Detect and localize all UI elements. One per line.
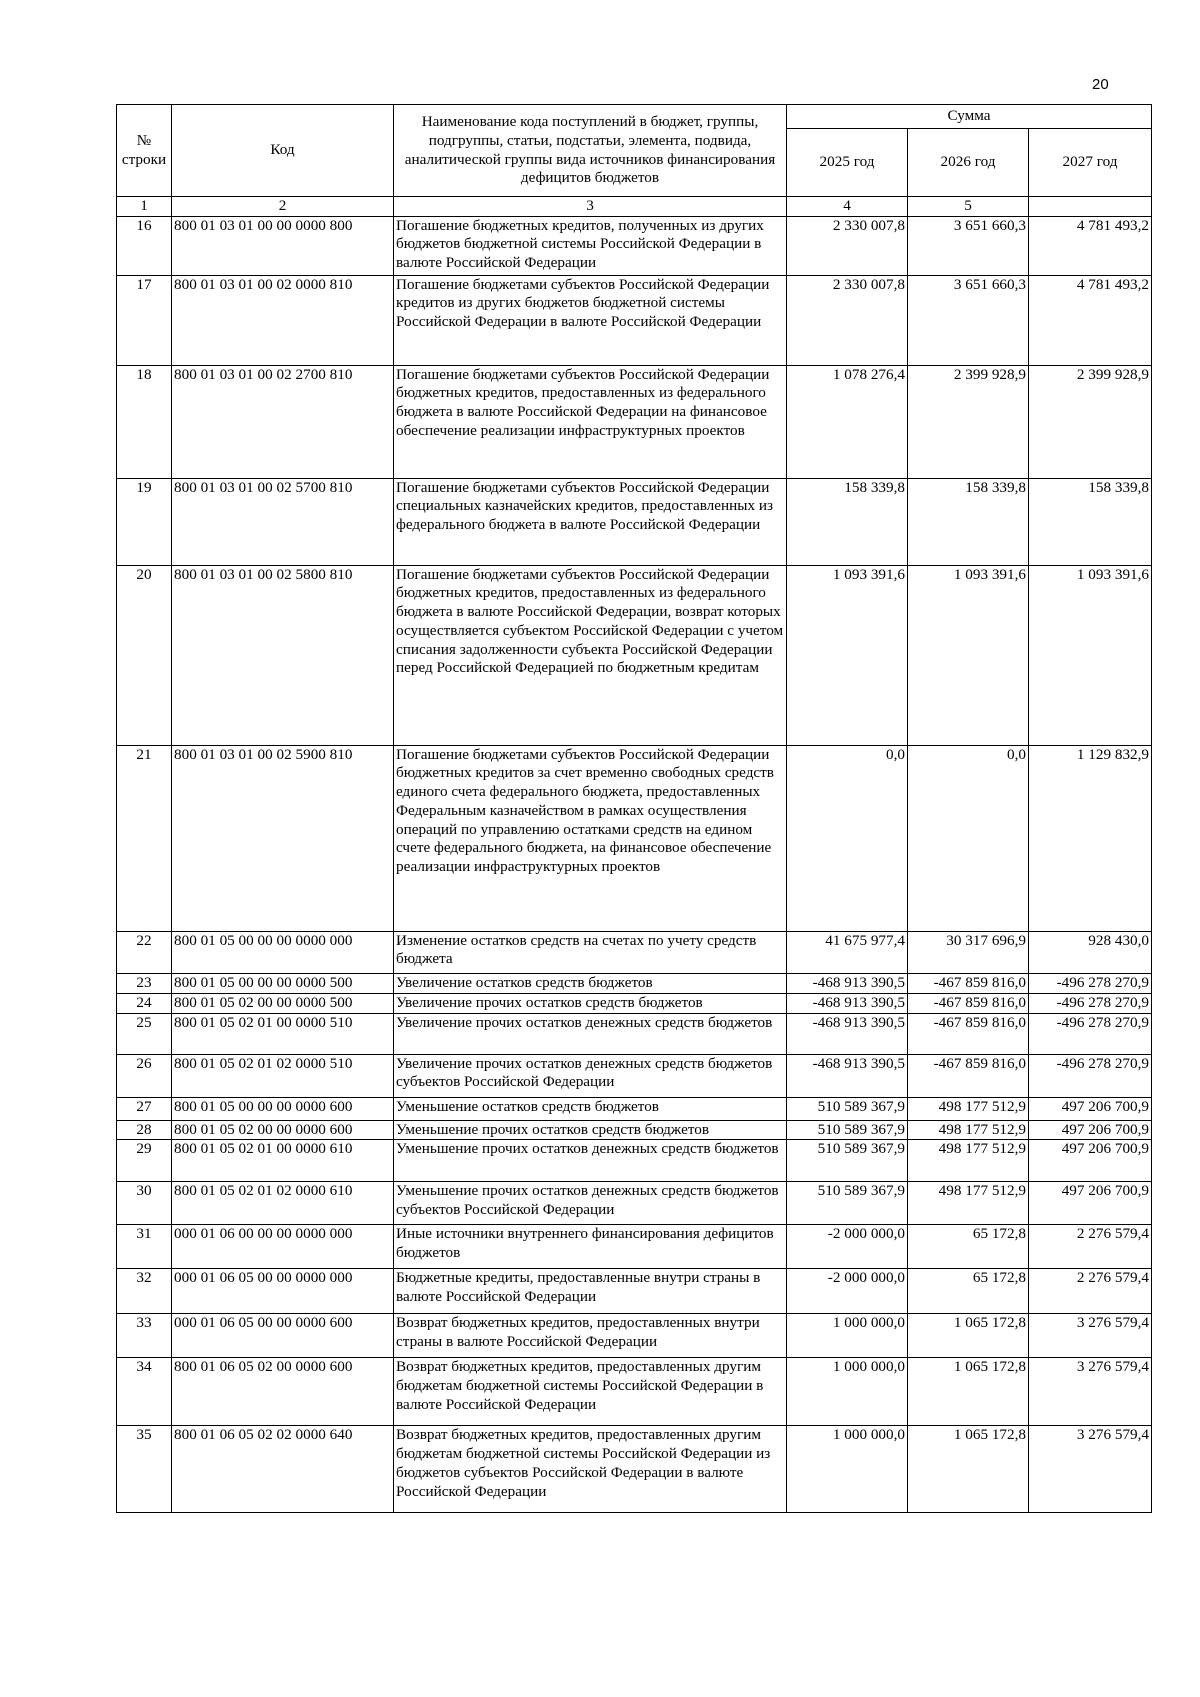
table-row bbox=[117, 565, 1152, 745]
row-code: 800 01 05 00 00 00 0000 600 bbox=[172, 1097, 394, 1120]
row-name: Уменьшение прочих остатков средств бюджетов bbox=[394, 1120, 787, 1140]
row-name: Увеличение прочих остатков денежных средств бюджетов субъектов Российской Федерации bbox=[394, 1054, 787, 1097]
row-code: 000 01 06 00 00 00 0000 000 bbox=[172, 1225, 394, 1269]
row-name: Изменение остатков средств на счетах по учету средств бюджета bbox=[394, 931, 787, 973]
row-name: Бюджетные кредиты, предоставленные внутри страны в валюте Российской Федерации bbox=[394, 1269, 787, 1314]
row-value-2026: 498 177 512,9 bbox=[908, 1140, 1029, 1182]
row-value-2027: 2 276 579,4 bbox=[1029, 1225, 1152, 1269]
row-number: 18 bbox=[117, 365, 172, 478]
row-number: 29 bbox=[117, 1140, 172, 1182]
row-number: 34 bbox=[117, 1358, 172, 1426]
row-number: 21 bbox=[117, 745, 172, 931]
column-number: 4 bbox=[787, 197, 908, 217]
row-value-2026: 158 339,8 bbox=[908, 478, 1029, 565]
row-value-2025: 510 589 367,9 bbox=[787, 1140, 908, 1182]
row-value-2026: 65 172,8 bbox=[908, 1269, 1029, 1314]
row-value-2026: 2 399 928,9 bbox=[908, 365, 1029, 478]
row-code: 800 01 03 01 00 02 2700 810 bbox=[172, 365, 394, 478]
table-row bbox=[117, 1097, 1152, 1120]
column-number: 5 bbox=[908, 197, 1029, 217]
header-code: Код bbox=[172, 105, 394, 197]
row-number: 26 bbox=[117, 1054, 172, 1097]
column-number bbox=[1029, 197, 1152, 217]
table-row bbox=[117, 1013, 1152, 1054]
header-year-2027: 2027 год bbox=[1029, 129, 1152, 197]
table-row bbox=[117, 1054, 1152, 1097]
row-value-2027: 1 093 391,6 bbox=[1029, 565, 1152, 745]
row-number: 31 bbox=[117, 1225, 172, 1269]
row-value-2026: 65 172,8 bbox=[908, 1225, 1029, 1269]
row-number: 35 bbox=[117, 1426, 172, 1513]
row-code: 800 01 05 00 00 00 0000 500 bbox=[172, 973, 394, 993]
row-name: Возврат бюджетных кредитов, предоставленных другим бюджетам бюджетной системы Российской Федерации в валюте Российской Федерации bbox=[394, 1358, 787, 1426]
row-name: Увеличение прочих остатков денежных средств бюджетов bbox=[394, 1013, 787, 1054]
row-code: 800 01 05 02 01 02 0000 610 bbox=[172, 1182, 394, 1225]
row-value-2026: -467 859 816,0 bbox=[908, 1013, 1029, 1054]
table-row bbox=[117, 1269, 1152, 1314]
row-name: Погашение бюджетами субъектов Российской Федерации бюджетных кредитов, предоставленных из федерального бюджета в валюте Российской Федерации на финансовое обеспечение реализации инфраструктурных проектов bbox=[394, 365, 787, 478]
row-value-2027: 2 276 579,4 bbox=[1029, 1269, 1152, 1314]
row-number: 17 bbox=[117, 275, 172, 365]
header-sum: Сумма bbox=[787, 105, 1152, 129]
row-name: Уменьшение прочих остатков денежных средств бюджетов субъектов Российской Федерации bbox=[394, 1182, 787, 1225]
row-number: 28 bbox=[117, 1120, 172, 1140]
table-row bbox=[117, 973, 1152, 993]
row-code: 800 01 05 02 00 00 0000 600 bbox=[172, 1120, 394, 1140]
row-code: 000 01 06 05 00 00 0000 000 bbox=[172, 1269, 394, 1314]
row-code: 000 01 06 05 00 00 0000 600 bbox=[172, 1314, 394, 1358]
table-row bbox=[117, 1314, 1152, 1358]
column-number: 3 bbox=[394, 197, 787, 217]
row-value-2025: 1 000 000,0 bbox=[787, 1426, 908, 1513]
column-number: 2 bbox=[172, 197, 394, 217]
column-number: 1 bbox=[117, 197, 172, 217]
table-row bbox=[117, 1182, 1152, 1225]
table-row bbox=[117, 478, 1152, 565]
header-name: Наименование кода поступлений в бюджет, группы, подгруппы, статьи, подстатьи, элемента, подвида, аналитической группы вида источников финансирования дефицитов бюджетов bbox=[394, 105, 787, 197]
row-value-2025: 510 589 367,9 bbox=[787, 1097, 908, 1120]
row-value-2026: 498 177 512,9 bbox=[908, 1120, 1029, 1140]
row-name: Погашение бюджетами субъектов Российской Федерации специальных казначейских кредитов, предоставленных из федерального бюджета в валюте Российской Федерации bbox=[394, 478, 787, 565]
row-value-2026: 1 065 172,8 bbox=[908, 1314, 1029, 1358]
row-name: Погашение бюджетами субъектов Российской Федерации бюджетных кредитов, предоставленных из федерального бюджета в валюте Российской Федерации, возврат которых осуществляется субъектом Российской Федерации с учетом списания задолженности субъекта Российской Федерации перед Российской Федерацией по бюджетным кредитам bbox=[394, 565, 787, 745]
row-number: 19 bbox=[117, 478, 172, 565]
row-value-2027: 4 781 493,2 bbox=[1029, 275, 1152, 365]
row-name: Погашение бюджетами субъектов Российской Федерации бюджетных кредитов за счет временно свободных средств единого счета федерального бюджета, предоставленных Федеральным казначейством в рамках осуществления операций по управлению остатками средств на едином счете федерального бюджета, на финансовое обеспечение реализации инфраструктурных проектов bbox=[394, 745, 787, 931]
row-value-2026: 0,0 bbox=[908, 745, 1029, 931]
row-value-2026: 1 065 172,8 bbox=[908, 1358, 1029, 1426]
row-name: Увеличение прочих остатков средств бюджетов bbox=[394, 993, 787, 1013]
row-value-2026: 3 651 660,3 bbox=[908, 216, 1029, 275]
row-value-2025: 2 330 007,8 bbox=[787, 275, 908, 365]
row-number: 25 bbox=[117, 1013, 172, 1054]
row-number: 32 bbox=[117, 1269, 172, 1314]
table-row bbox=[117, 1225, 1152, 1269]
row-value-2027: 497 206 700,9 bbox=[1029, 1182, 1152, 1225]
table-row bbox=[117, 216, 1152, 275]
row-code: 800 01 03 01 00 02 5800 810 bbox=[172, 565, 394, 745]
row-value-2027: 4 781 493,2 bbox=[1029, 216, 1152, 275]
row-value-2027: 2 399 928,9 bbox=[1029, 365, 1152, 478]
row-value-2027: -496 278 270,9 bbox=[1029, 993, 1152, 1013]
row-value-2026: -467 859 816,0 bbox=[908, 993, 1029, 1013]
row-value-2025: 41 675 977,4 bbox=[787, 931, 908, 973]
row-code: 800 01 05 02 01 00 0000 510 bbox=[172, 1013, 394, 1054]
row-code: 800 01 03 01 00 02 5700 810 bbox=[172, 478, 394, 565]
row-value-2026: -467 859 816,0 bbox=[908, 973, 1029, 993]
row-name: Возврат бюджетных кредитов, предоставленных внутри страны в валюте Российской Федерации bbox=[394, 1314, 787, 1358]
row-value-2027: 3 276 579,4 bbox=[1029, 1358, 1152, 1426]
row-number: 16 bbox=[117, 216, 172, 275]
row-value-2025: -468 913 390,5 bbox=[787, 1054, 908, 1097]
row-value-2025: 2 330 007,8 bbox=[787, 216, 908, 275]
row-code: 800 01 06 05 02 00 0000 600 bbox=[172, 1358, 394, 1426]
row-value-2025: -468 913 390,5 bbox=[787, 973, 908, 993]
row-value-2026: 30 317 696,9 bbox=[908, 931, 1029, 973]
row-value-2025: 510 589 367,9 bbox=[787, 1182, 908, 1225]
budget-sources-table bbox=[116, 104, 1152, 1513]
table-row bbox=[117, 1120, 1152, 1140]
row-value-2025: 510 589 367,9 bbox=[787, 1120, 908, 1140]
row-code: 800 01 03 01 00 02 0000 810 bbox=[172, 275, 394, 365]
table-row bbox=[117, 1140, 1152, 1182]
row-name: Погашение бюджетами субъектов Российской Федерации кредитов из других бюджетов бюджетной системы Российской Федерации в валюте Российской Федерации bbox=[394, 275, 787, 365]
header-year-2025: 2025 год bbox=[787, 129, 908, 197]
row-value-2027: 3 276 579,4 bbox=[1029, 1314, 1152, 1358]
row-value-2027: -496 278 270,9 bbox=[1029, 1013, 1152, 1054]
table-row bbox=[117, 993, 1152, 1013]
row-value-2025: 158 339,8 bbox=[787, 478, 908, 565]
row-value-2026: -467 859 816,0 bbox=[908, 1054, 1029, 1097]
table-row bbox=[117, 275, 1152, 365]
row-value-2026: 498 177 512,9 bbox=[908, 1182, 1029, 1225]
row-name: Уменьшение остатков средств бюджетов bbox=[394, 1097, 787, 1120]
row-value-2025: 1 000 000,0 bbox=[787, 1358, 908, 1426]
row-code: 800 01 03 01 00 02 5900 810 bbox=[172, 745, 394, 931]
row-value-2027: 497 206 700,9 bbox=[1029, 1097, 1152, 1120]
row-number: 20 bbox=[117, 565, 172, 745]
row-value-2027: -496 278 270,9 bbox=[1029, 973, 1152, 993]
row-number: 33 bbox=[117, 1314, 172, 1358]
row-value-2025: -468 913 390,5 bbox=[787, 993, 908, 1013]
row-value-2025: 1 078 276,4 bbox=[787, 365, 908, 478]
row-value-2027: 497 206 700,9 bbox=[1029, 1120, 1152, 1140]
table-row bbox=[117, 1426, 1152, 1513]
row-code: 800 01 05 02 01 02 0000 510 bbox=[172, 1054, 394, 1097]
row-code: 800 01 05 02 00 00 0000 500 bbox=[172, 993, 394, 1013]
table-row bbox=[117, 931, 1152, 973]
table-row bbox=[117, 1358, 1152, 1426]
row-value-2025: -2 000 000,0 bbox=[787, 1225, 908, 1269]
row-value-2025: -468 913 390,5 bbox=[787, 1013, 908, 1054]
row-value-2027: 3 276 579,4 bbox=[1029, 1426, 1152, 1513]
table-row bbox=[117, 745, 1152, 931]
row-code: 800 01 05 02 01 00 0000 610 bbox=[172, 1140, 394, 1182]
row-value-2027: 497 206 700,9 bbox=[1029, 1140, 1152, 1182]
row-number: 27 bbox=[117, 1097, 172, 1120]
row-name: Иные источники внутреннего финансирования дефицитов бюджетов bbox=[394, 1225, 787, 1269]
row-value-2027: 158 339,8 bbox=[1029, 478, 1152, 565]
row-value-2026: 1 093 391,6 bbox=[908, 565, 1029, 745]
row-value-2027: -496 278 270,9 bbox=[1029, 1054, 1152, 1097]
row-number: 23 bbox=[117, 973, 172, 993]
header-row-number: № строки bbox=[117, 105, 172, 197]
row-value-2025: 0,0 bbox=[787, 745, 908, 931]
row-value-2027: 1 129 832,9 bbox=[1029, 745, 1152, 931]
row-value-2027: 928 430,0 bbox=[1029, 931, 1152, 973]
header-year-2026: 2026 год bbox=[908, 129, 1029, 197]
row-value-2025: 1 000 000,0 bbox=[787, 1314, 908, 1358]
row-value-2025: -2 000 000,0 bbox=[787, 1269, 908, 1314]
table-row bbox=[117, 365, 1152, 478]
page-number: 20 bbox=[1092, 76, 1109, 93]
row-code: 800 01 05 00 00 00 0000 000 bbox=[172, 931, 394, 973]
row-value-2026: 1 065 172,8 bbox=[908, 1426, 1029, 1513]
row-value-2026: 498 177 512,9 bbox=[908, 1097, 1029, 1120]
row-name: Уменьшение прочих остатков денежных средств бюджетов bbox=[394, 1140, 787, 1182]
row-value-2025: 1 093 391,6 bbox=[787, 565, 908, 745]
row-name: Возврат бюджетных кредитов, предоставленных другим бюджетам бюджетной системы Российской Федерации из бюджетов субъектов Российской Федерации в валюте Российской Федерации bbox=[394, 1426, 787, 1513]
row-name: Увеличение остатков средств бюджетов bbox=[394, 973, 787, 993]
row-number: 24 bbox=[117, 993, 172, 1013]
row-code: 800 01 06 05 02 02 0000 640 bbox=[172, 1426, 394, 1513]
row-number: 30 bbox=[117, 1182, 172, 1225]
row-name: Погашение бюджетных кредитов, полученных из других бюджетов бюджетной системы Российской Федерации в валюте Российской Федерации bbox=[394, 216, 787, 275]
row-code: 800 01 03 01 00 00 0000 800 bbox=[172, 216, 394, 275]
row-number: 22 bbox=[117, 931, 172, 973]
row-value-2026: 3 651 660,3 bbox=[908, 275, 1029, 365]
